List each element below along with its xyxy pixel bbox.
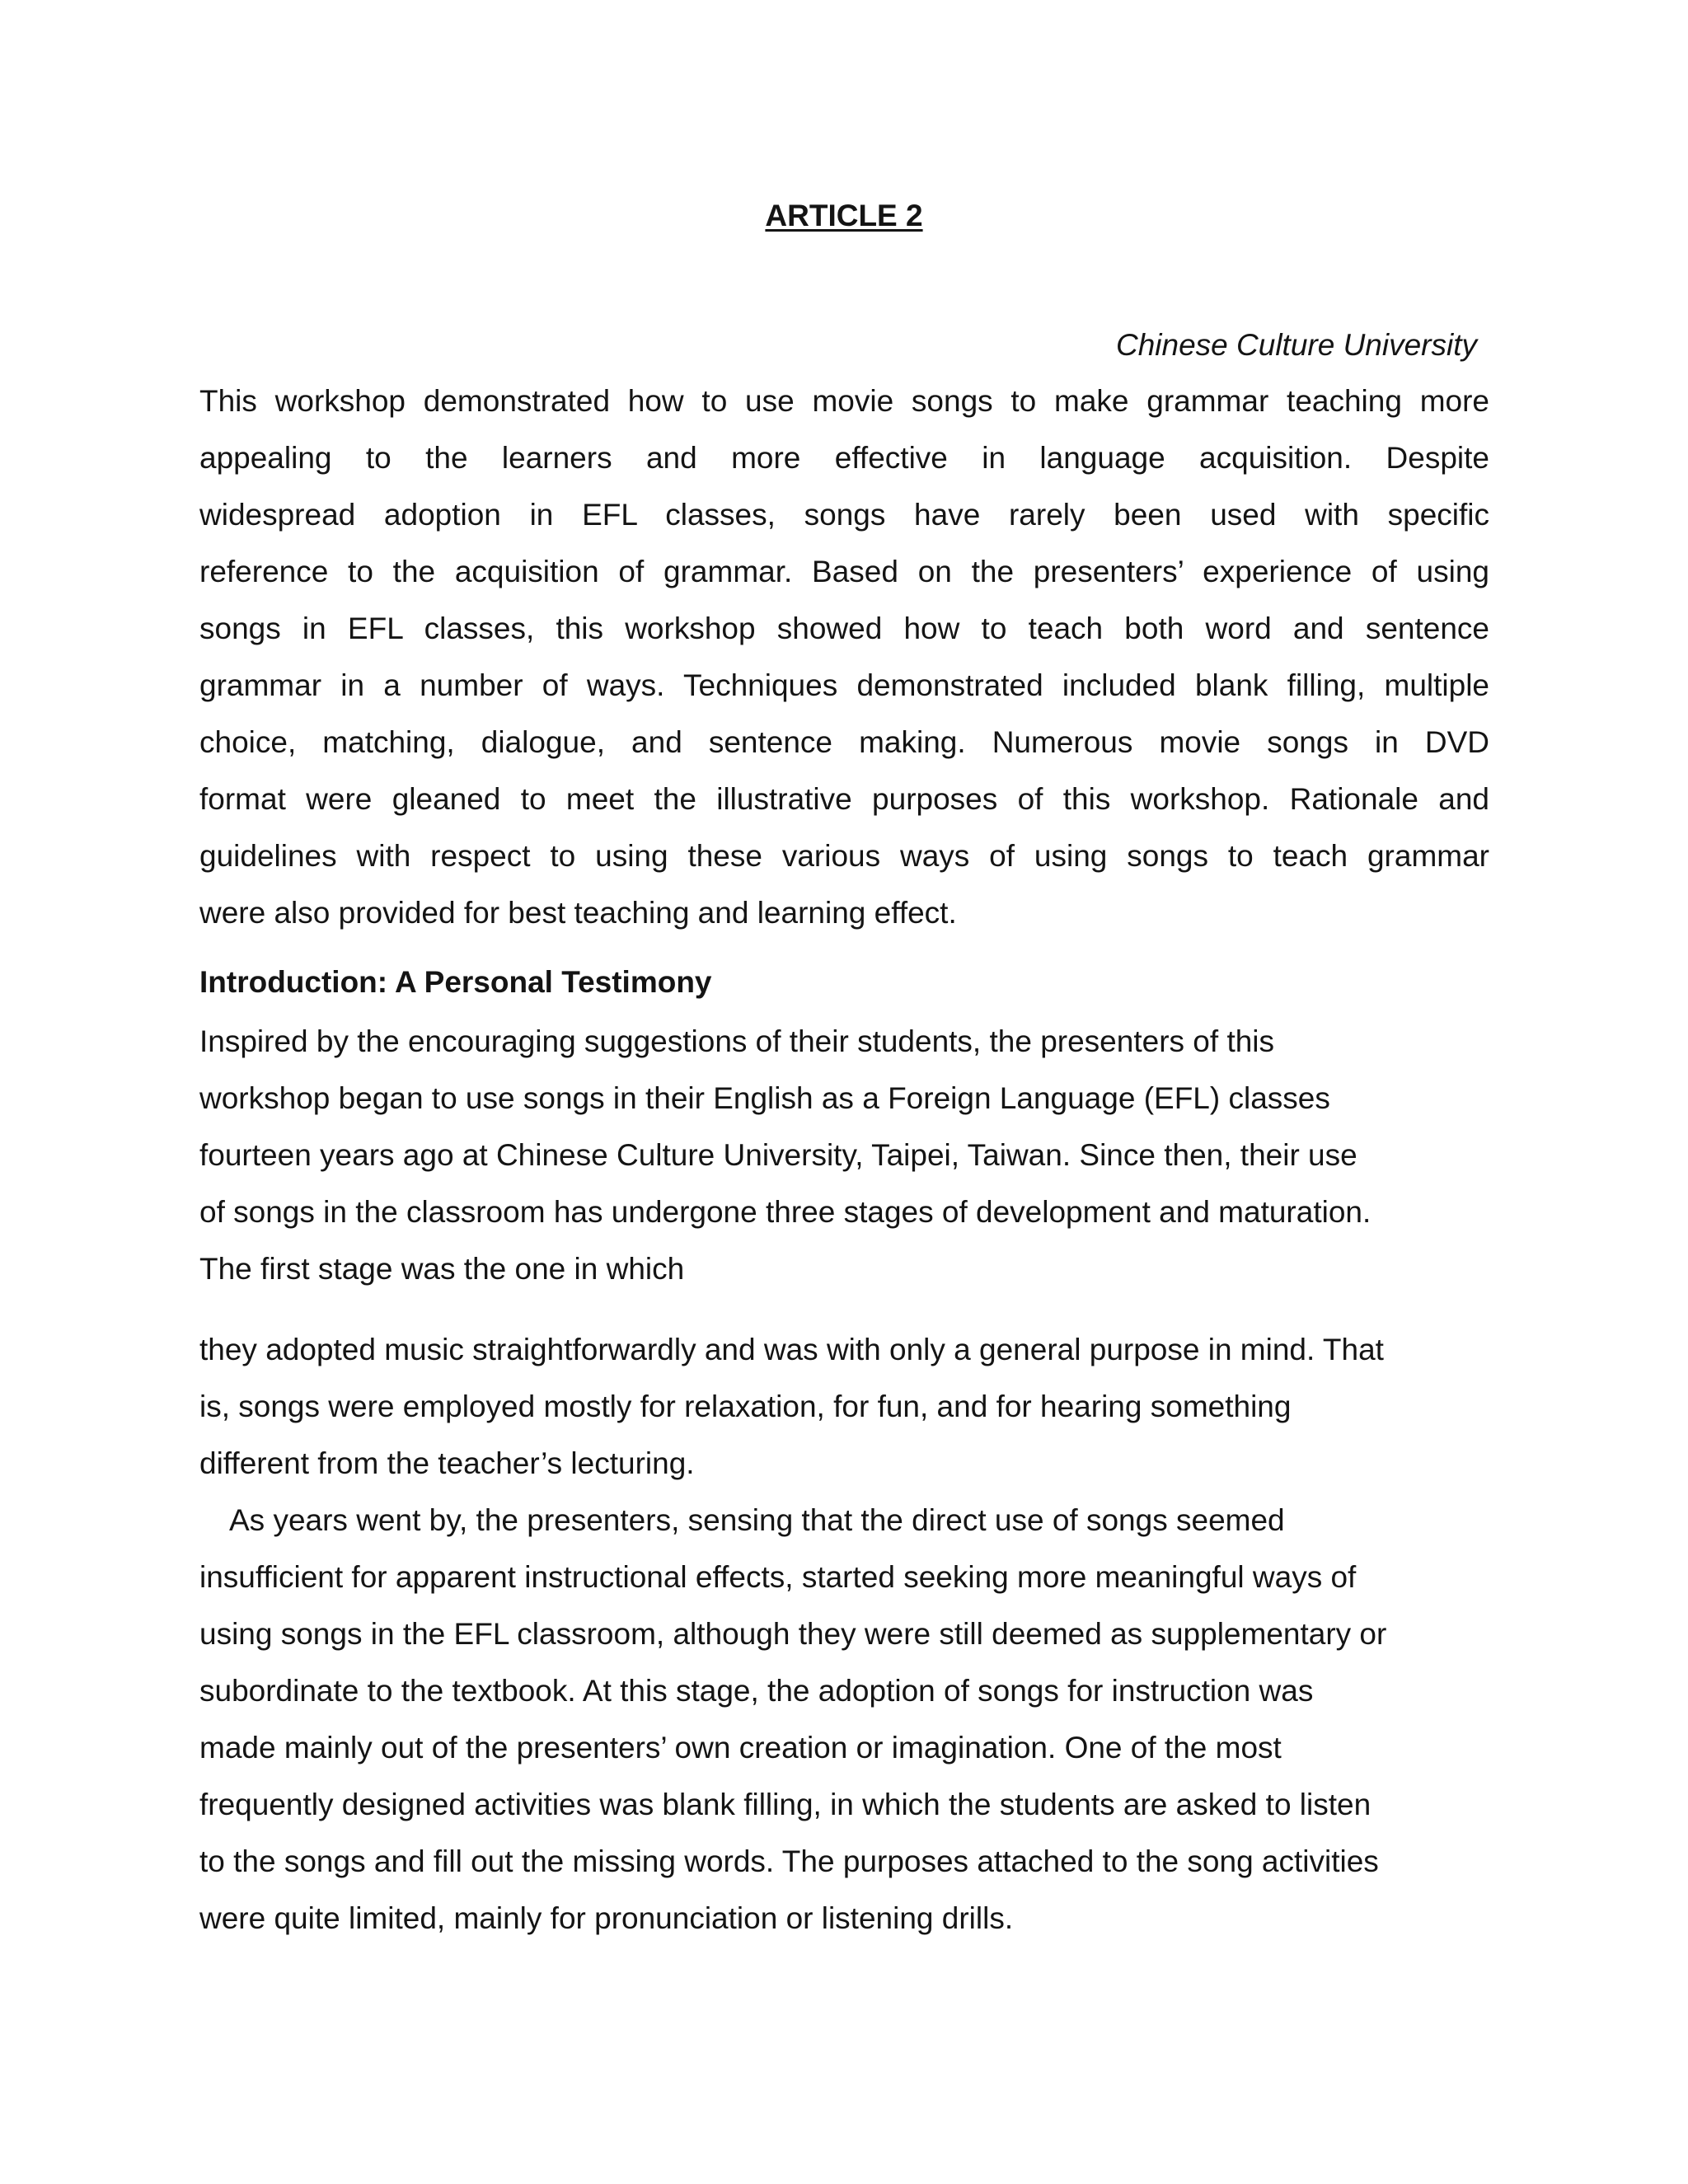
paragraph-line: using songs in the EFL classroom, although they were still deemed as supplementary or — [199, 1617, 1387, 1651]
abstract-line: appealing to the learners and more effective in language acquisition. Despite — [199, 441, 1489, 475]
paragraph-line: The first stage was the one in which — [199, 1252, 685, 1286]
abstract-paragraph — [199, 373, 1489, 941]
paragraph-line: were quite limited, mainly for pronunciation or listening drills. — [199, 1901, 1014, 1935]
abstract-line: This workshop demonstrated how to use movie songs to make grammar teaching more — [199, 384, 1489, 418]
abstract-line: choice, matching, dialogue, and sentence making. Numerous movie songs in DVD — [199, 725, 1489, 759]
paragraph-line: Inspired by the encouraging suggestions of their students, the presenters of this — [199, 1024, 1275, 1058]
intro-paragraph-2 — [199, 1321, 1489, 1492]
abstract-line: grammar in a number of ways. Techniques demonstrated included blank filling, multiple — [199, 668, 1489, 702]
abstract-line: were also provided for best teaching and learning effect. — [199, 896, 957, 930]
paragraph-line: insufficient for apparent instructional effects, started seeking more meaningful ways of — [199, 1560, 1357, 1594]
paragraph-line: different from the teacher’s lecturing. — [199, 1446, 695, 1480]
paragraph-line: of songs in the classroom has undergone three stages of development and maturation. — [199, 1195, 1372, 1229]
abstract-line: guidelines with respect to using these various ways of using songs to teach grammar — [199, 839, 1489, 873]
section-heading: Introduction: A Personal Testimony — [199, 965, 712, 999]
paragraph-line: to the songs and fill out the missing words. The purposes attached to the song activities — [199, 1844, 1379, 1878]
intro-paragraph-1 — [199, 1013, 1489, 1297]
paragraph-line: frequently designed activities was blank filling, in which the students are asked to listen — [199, 1788, 1372, 1821]
paragraph-line: is, songs were employed mostly for relaxation, for fun, and for hearing something — [199, 1390, 1292, 1423]
paragraph-line: As years went by, the presenters, sensing that the direct use of songs seemed — [229, 1503, 1285, 1537]
author-affiliation: Chinese Culture University — [1115, 328, 1477, 362]
abstract-line: songs in EFL classes, this workshop showed how to teach both word and sentence — [199, 612, 1489, 645]
abstract-line: widespread adoption in EFL classes, songs have rarely been used with specific — [199, 498, 1489, 532]
abstract-line: format were gleaned to meet the illustrative purposes of this workshop. Rationale and — [199, 782, 1489, 816]
paragraph-line: they adopted music straightforwardly and was with only a general purpose in mind. That — [199, 1333, 1384, 1366]
intro-paragraph-3 — [199, 1492, 1489, 1947]
paragraph-line: fourteen years ago at Chinese Culture University, Taipei, Taiwan. Since then, their use — [199, 1138, 1357, 1172]
article-title: ARTICLE 2 — [765, 199, 923, 232]
abstract-line: reference to the acquisition of grammar. Based on the presenters’ experience of using — [199, 555, 1489, 588]
paragraph-line: subordinate to the textbook. At this stage, the adoption of songs for instruction was — [199, 1674, 1314, 1708]
paragraph-line: workshop began to use songs in their English as a Foreign Language (EFL) classes — [199, 1081, 1330, 1115]
paragraph-line: made mainly out of the presenters’ own creation or imagination. One of the most — [199, 1731, 1282, 1765]
